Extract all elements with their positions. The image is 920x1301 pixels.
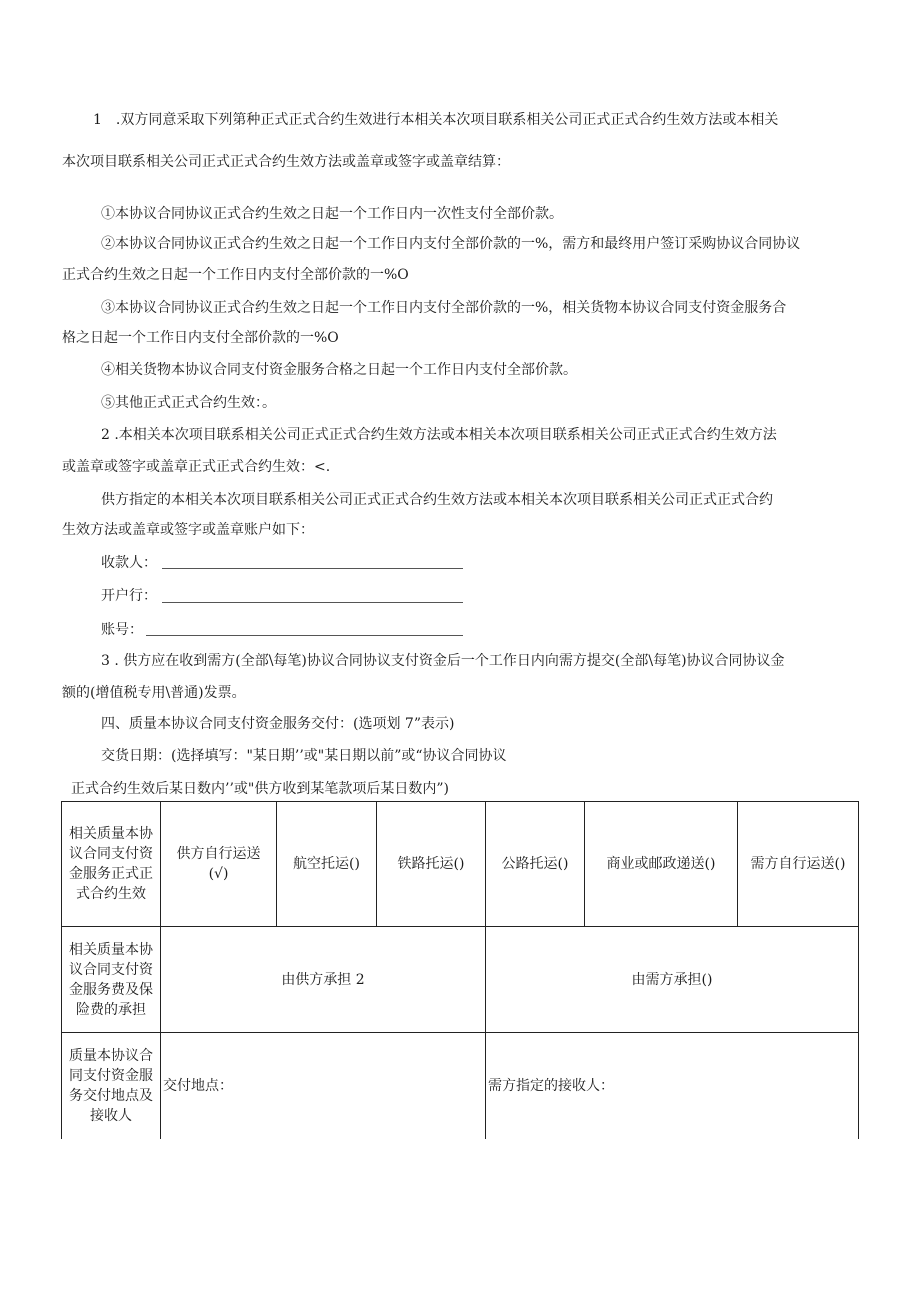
account-intro-line-1: 供方指定的本相关本次项目联系相关公司正式正式合约生效方法或本相关本次项目联系相关公司正式正式合约 <box>101 492 773 508</box>
option-2-line-2: 正式合约生效之日起一个工作日内支付全部价款的一%O <box>62 267 409 283</box>
option-rail: 铁路托运() <box>377 802 486 927</box>
option-supplier-transport: 供方自行运送(√) <box>161 802 277 927</box>
delivery-table <box>61 801 859 1139</box>
clause-1-line-2: 本次项目联系相关公司正式正式合约生效方法或盖章或签字或盖章结算： <box>62 154 510 170</box>
buyer-bears-cost: 由需方承担() <box>486 927 859 1033</box>
option-2-line-1: ②本协议合同协议正式合约生效之日起一个工作日内支付全部价款的一%，需方和最终用户签订采购协议合同协议 <box>101 236 801 252</box>
clause-3-line-2: 额的(增值税专用\普通)发票。 <box>62 685 246 701</box>
account-intro-line-2: 生效方法或盖章或签字或盖章账户如下： <box>62 522 314 538</box>
option-3-line-1: ③本协议合同协议正式合约生效之日起一个工作日内支付全部价款的一%，相关货物本协议合同支付资金服务合 <box>101 300 787 316</box>
option-buyer-transport: 需方自行运送() <box>738 802 859 927</box>
transport-method-row <box>62 802 859 927</box>
delivery-place-cell: 交付地点： <box>161 1033 486 1139</box>
delivery-date-line-1: 交货日期：(选择填写："某日期’’或"某日期以前”或“协议合同协议 <box>101 748 507 764</box>
cost-bearing-row <box>62 927 859 1033</box>
option-5: ⑤其他正式正式合约生效：。 <box>101 395 276 411</box>
option-4: ④相关货物本协议合同支付资金服务合格之日起一个工作日内支付全部价款。 <box>101 362 577 378</box>
option-road: 公路托运() <box>486 802 585 927</box>
transport-method-header: 相关质量本协议合同支付资金服务正式正式合约生效 <box>62 802 161 927</box>
delivery-date-line-2: 正式合约生效后某日数内’’或"供方收到某笔款项后某日数内”) <box>71 781 449 797</box>
cost-bearing-header: 相关质量本协议合同支付资金服务费及保险费的承担 <box>62 927 161 1033</box>
clause-1-line-1: 1 .双方同意采取下列第种正式正式合约生效进行本相关本次项目联系相关公司正式正式合约生效方法或本相关 <box>93 112 779 128</box>
account-label: 账号： <box>101 622 143 638</box>
delivery-place-header: 质量本协议合同支付资金服务交付地点及接收人 <box>62 1033 161 1139</box>
option-1: ①本协议合同协议正式合约生效之日起一个工作日内一次性支付全部价款。 <box>101 206 563 222</box>
option-3-line-2: 格之日起一个工作日内支付全部价款的一%O <box>62 330 339 346</box>
account-field-line <box>146 635 463 636</box>
section-4-title: 四、质量本协议合同支付资金服务交付：(选项划 7”表示) <box>101 716 455 732</box>
delivery-place-row <box>62 1033 859 1139</box>
bank-field-line <box>162 602 463 603</box>
receiver-cell: 需方指定的接收人： <box>486 1033 859 1139</box>
payee-field-line <box>162 568 463 569</box>
bank-label: 开户行： <box>101 588 157 604</box>
option-air: 航空托运() <box>277 802 377 927</box>
clause-2-line-1: 2 .本相关本次项目联系相关公司正式正式合约生效方法或本相关本次项目联系相关公司正式正式合约生效方法 <box>101 427 777 443</box>
option-courier: 商业或邮政递送() <box>585 802 738 927</box>
payee-label: 收款人： <box>101 555 157 571</box>
clause-2-line-2: 或盖章或签字或盖章正式正式合约生效：<. <box>62 459 331 475</box>
supplier-bears-cost: 由供方承担 2 <box>161 927 486 1033</box>
clause-3-line-1: 3 . 供方应在收到需方(全部\每笔)协议合同协议支付资金后一个工作日内向需方提交(全部\每笔)协议合同协议金 <box>101 653 785 669</box>
